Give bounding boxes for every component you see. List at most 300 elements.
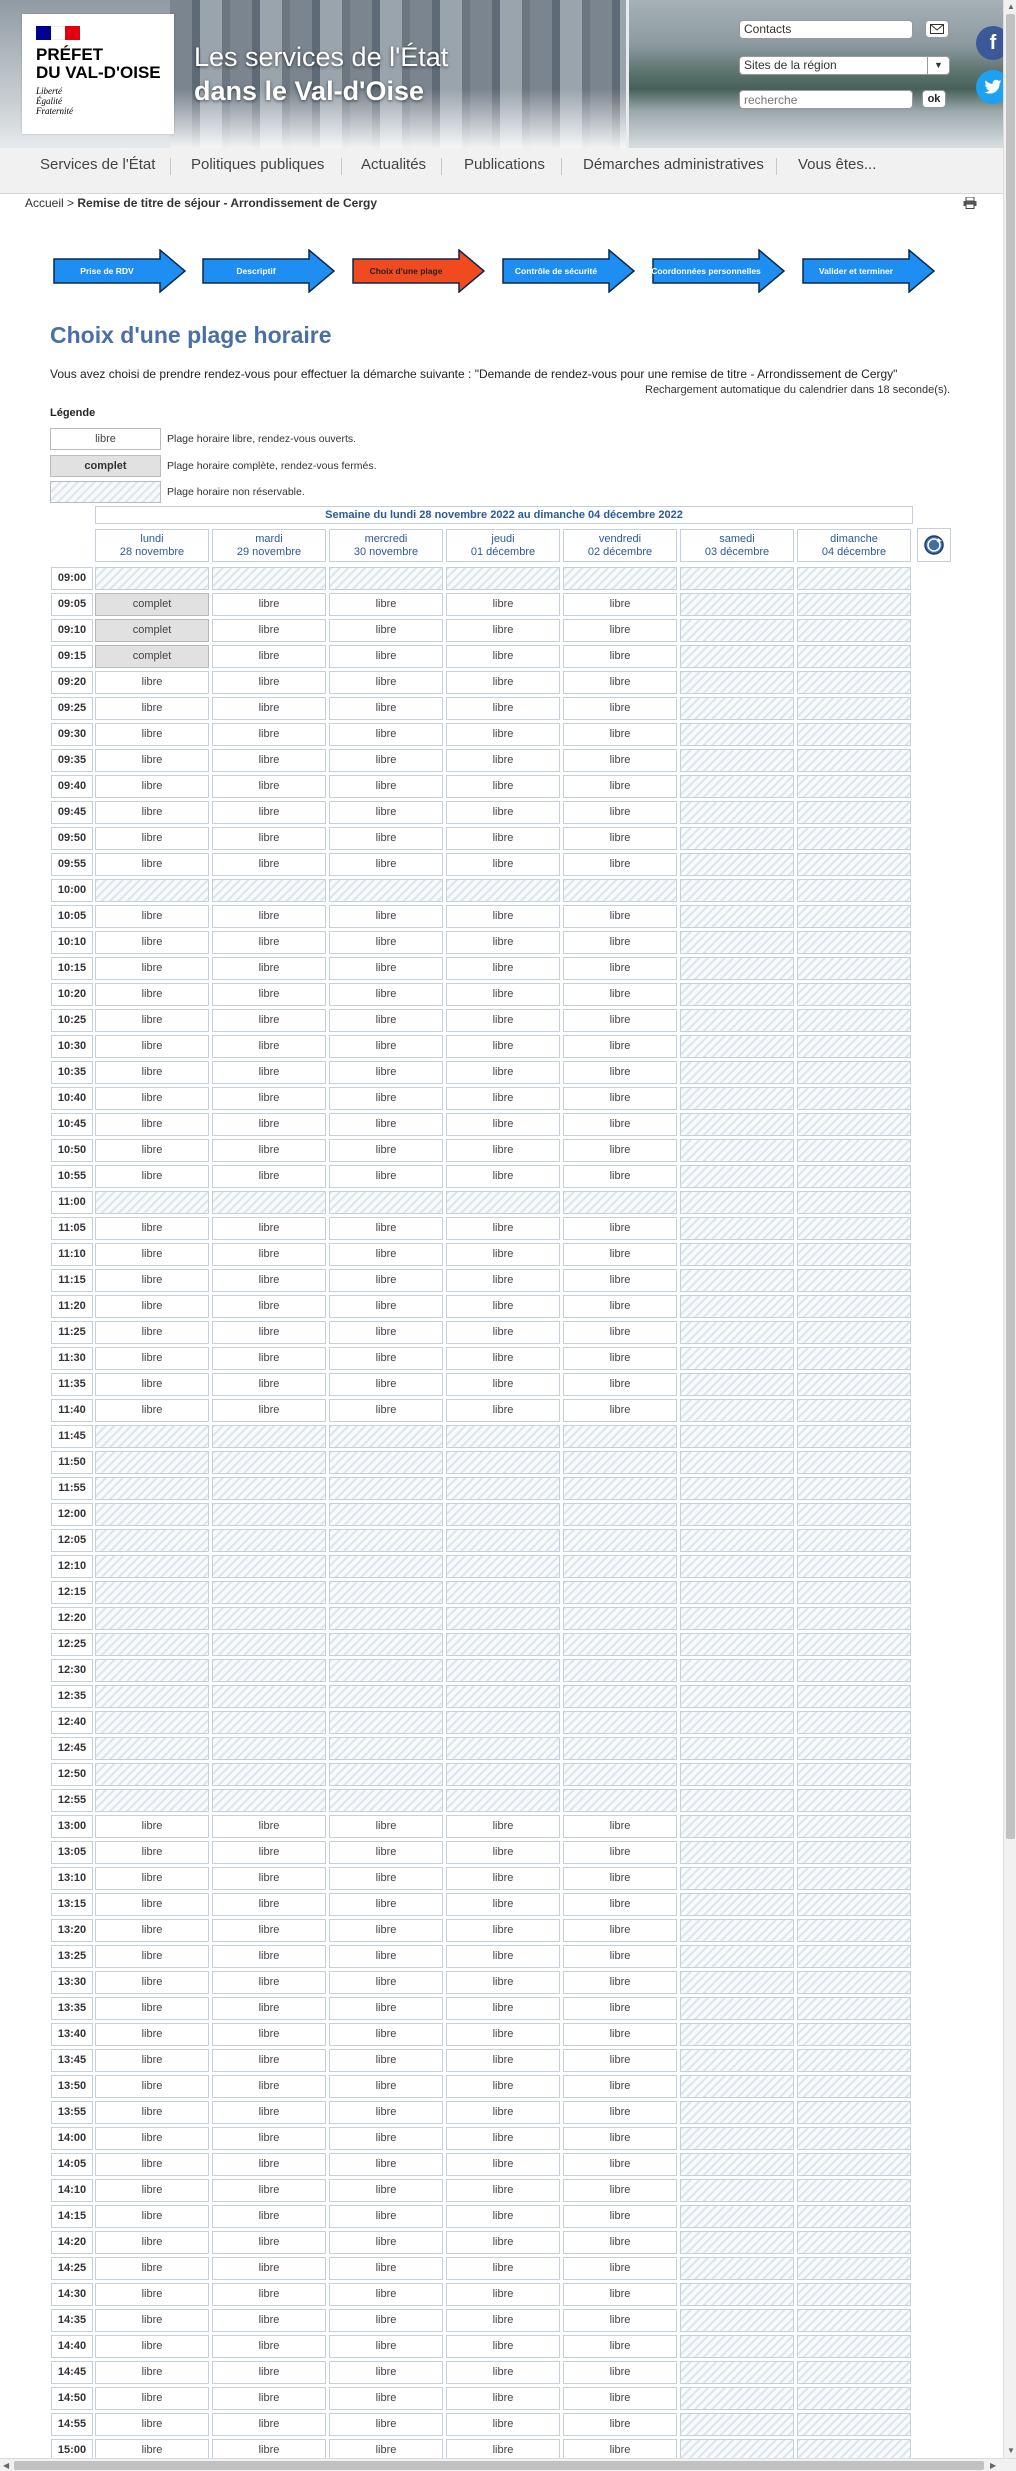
slot-libre[interactable]: libre	[95, 2101, 209, 2124]
slot-libre[interactable]: libre	[212, 983, 326, 1006]
slot-libre[interactable]: libre	[329, 749, 443, 772]
slot-libre[interactable]: libre	[95, 1243, 209, 1266]
slot-libre[interactable]: libre	[212, 1165, 326, 1188]
slot-libre[interactable]: libre	[95, 1399, 209, 1422]
slot-libre[interactable]: libre	[212, 1841, 326, 1864]
slot-libre[interactable]: libre	[446, 853, 560, 876]
slot-libre[interactable]: libre	[95, 775, 209, 798]
slot-libre[interactable]: libre	[95, 931, 209, 954]
site-title[interactable]	[194, 40, 448, 108]
slot-libre[interactable]: libre	[95, 801, 209, 824]
vertical-scrollbar[interactable]	[1003, 0, 1016, 2458]
slot-libre[interactable]: libre	[329, 2283, 443, 2306]
slot-libre[interactable]: libre	[446, 1399, 560, 1422]
slot-libre[interactable]: libre	[329, 1867, 443, 1890]
slot-libre[interactable]: libre	[563, 2413, 677, 2436]
slot-libre[interactable]: libre	[329, 723, 443, 746]
slot-libre[interactable]: libre	[446, 2101, 560, 2124]
slot-libre[interactable]: libre	[563, 1113, 677, 1136]
slot-libre[interactable]: libre	[329, 1893, 443, 1916]
slot-libre[interactable]: libre	[329, 905, 443, 928]
slot-libre[interactable]: libre	[563, 2439, 677, 2462]
slot-libre[interactable]: libre	[212, 1971, 326, 1994]
slot-libre[interactable]: libre	[446, 1295, 560, 1318]
slot-libre[interactable]: libre	[329, 1945, 443, 1968]
slot-libre[interactable]: libre	[446, 1919, 560, 1942]
slot-libre[interactable]: libre	[95, 1295, 209, 1318]
slot-libre[interactable]: libre	[446, 2413, 560, 2436]
slot-libre[interactable]: libre	[563, 931, 677, 954]
slot-libre[interactable]: libre	[446, 1217, 560, 1240]
slot-libre[interactable]: libre	[212, 2361, 326, 2384]
slot-libre[interactable]: libre	[95, 749, 209, 772]
slot-libre[interactable]: libre	[212, 1009, 326, 1032]
slot-libre[interactable]: libre	[563, 801, 677, 824]
slot-libre[interactable]: libre	[329, 2361, 443, 2384]
twitter-icon[interactable]	[976, 70, 1003, 104]
slot-libre[interactable]: libre	[446, 671, 560, 694]
step-6[interactable]	[801, 249, 936, 293]
slot-libre[interactable]: libre	[95, 2153, 209, 2176]
slot-libre[interactable]: libre	[329, 2439, 443, 2462]
slot-libre[interactable]: libre	[212, 853, 326, 876]
slot-libre[interactable]: libre	[563, 2179, 677, 2202]
slot-libre[interactable]: libre	[95, 2413, 209, 2436]
slot-libre[interactable]: libre	[329, 2335, 443, 2358]
slot-libre[interactable]: libre	[446, 2075, 560, 2098]
slot-libre[interactable]: libre	[563, 1971, 677, 1994]
slot-libre[interactable]: libre	[329, 1087, 443, 1110]
slot-libre[interactable]: libre	[212, 723, 326, 746]
slot-libre[interactable]: libre	[95, 1997, 209, 2020]
slot-libre[interactable]: libre	[329, 2101, 443, 2124]
slot-libre[interactable]: libre	[212, 671, 326, 694]
slot-libre[interactable]: libre	[329, 1243, 443, 1266]
slot-libre[interactable]: libre	[563, 2335, 677, 2358]
slot-libre[interactable]: libre	[212, 1035, 326, 1058]
slot-libre[interactable]: libre	[446, 1867, 560, 1890]
slot-libre[interactable]: libre	[563, 2387, 677, 2410]
slot-libre[interactable]: libre	[95, 1035, 209, 1058]
slot-libre[interactable]: libre	[95, 1321, 209, 1344]
slot-libre[interactable]: libre	[446, 931, 560, 954]
slot-libre[interactable]: libre	[563, 1243, 677, 1266]
slot-libre[interactable]: libre	[563, 1321, 677, 1344]
slot-libre[interactable]: libre	[329, 671, 443, 694]
slot-libre[interactable]: libre	[329, 697, 443, 720]
slot-libre[interactable]: libre	[212, 1087, 326, 1110]
slot-libre[interactable]: libre	[329, 619, 443, 642]
slot-libre[interactable]: libre	[329, 1035, 443, 1058]
nav-item-publications[interactable]: Publications	[464, 156, 545, 173]
nav-item-vous-etes[interactable]: Vous êtes...	[798, 156, 877, 173]
slot-libre[interactable]: libre	[212, 1061, 326, 1084]
slot-libre[interactable]: libre	[212, 2205, 326, 2228]
slot-libre[interactable]: libre	[329, 2257, 443, 2280]
slot-libre[interactable]: libre	[212, 1945, 326, 1968]
slot-libre[interactable]: libre	[563, 1217, 677, 1240]
slot-libre[interactable]: libre	[446, 2153, 560, 2176]
slot-libre[interactable]: libre	[329, 931, 443, 954]
slot-libre[interactable]: libre	[446, 723, 560, 746]
slot-libre[interactable]: libre	[212, 775, 326, 798]
slot-libre[interactable]: libre	[446, 2257, 560, 2280]
slot-libre[interactable]: libre	[563, 1893, 677, 1916]
slot-libre[interactable]: libre	[446, 2439, 560, 2462]
horizontal-scrollbar[interactable]	[0, 2458, 1016, 2471]
refresh-icon[interactable]	[917, 528, 951, 562]
slot-libre[interactable]: libre	[563, 2075, 677, 2098]
scroll-up-icon[interactable]: ▲	[1007, 2, 1015, 11]
slot-libre[interactable]: libre	[329, 2205, 443, 2228]
slot-libre[interactable]: libre	[212, 619, 326, 642]
slot-libre[interactable]: libre	[563, 1347, 677, 1370]
slot-libre[interactable]: libre	[95, 2023, 209, 2046]
breadcrumb-home[interactable]: Accueil	[25, 196, 64, 210]
step-1[interactable]	[52, 249, 187, 293]
nav-item-services-etat[interactable]: Services de l'État	[40, 156, 156, 173]
slot-libre[interactable]: libre	[446, 801, 560, 824]
step-4[interactable]	[501, 249, 636, 293]
slot-libre[interactable]: libre	[563, 2309, 677, 2332]
slot-libre[interactable]: libre	[329, 1269, 443, 1292]
slot-libre[interactable]: libre	[446, 1269, 560, 1292]
slot-libre[interactable]: libre	[563, 2205, 677, 2228]
slot-libre[interactable]: libre	[212, 697, 326, 720]
prefet-logo[interactable]	[22, 14, 174, 134]
nav-item-demarches[interactable]: Démarches administratives	[583, 156, 764, 173]
slot-libre[interactable]: libre	[446, 2231, 560, 2254]
slot-libre[interactable]: libre	[563, 2049, 677, 2072]
slot-libre[interactable]: libre	[95, 2231, 209, 2254]
slot-libre[interactable]: libre	[95, 1087, 209, 1110]
slot-libre[interactable]: libre	[212, 593, 326, 616]
slot-libre[interactable]: libre	[212, 1113, 326, 1136]
slot-libre[interactable]: libre	[563, 2127, 677, 2150]
slot-libre[interactable]: libre	[329, 2153, 443, 2176]
slot-libre[interactable]: libre	[212, 2257, 326, 2280]
slot-libre[interactable]: libre	[563, 1087, 677, 1110]
slot-libre[interactable]: libre	[446, 983, 560, 1006]
slot-libre[interactable]: libre	[329, 1971, 443, 1994]
slot-libre[interactable]: libre	[212, 1815, 326, 1838]
slot-libre[interactable]: libre	[212, 2153, 326, 2176]
slot-libre[interactable]: libre	[212, 931, 326, 954]
slot-libre[interactable]: libre	[212, 2309, 326, 2332]
slot-libre[interactable]: libre	[212, 1217, 326, 1240]
slot-libre[interactable]: libre	[446, 1009, 560, 1032]
slot-libre[interactable]: libre	[446, 2179, 560, 2202]
step-2[interactable]	[201, 249, 336, 293]
slot-libre[interactable]: libre	[95, 2335, 209, 2358]
slot-libre[interactable]: libre	[563, 723, 677, 746]
slot-libre[interactable]: libre	[329, 1139, 443, 1162]
slot-libre[interactable]: libre	[212, 1269, 326, 1292]
slot-libre[interactable]: libre	[446, 1971, 560, 1994]
slot-libre[interactable]: libre	[95, 2127, 209, 2150]
slot-libre[interactable]: libre	[95, 957, 209, 980]
slot-libre[interactable]: libre	[95, 2257, 209, 2280]
region-select[interactable]	[739, 56, 950, 75]
slot-libre[interactable]: libre	[212, 645, 326, 668]
slot-libre[interactable]: libre	[563, 2257, 677, 2280]
slot-libre[interactable]: libre	[95, 2361, 209, 2384]
slot-libre[interactable]: libre	[329, 2127, 443, 2150]
slot-libre[interactable]: libre	[563, 1061, 677, 1084]
slot-libre[interactable]: libre	[95, 2179, 209, 2202]
slot-libre[interactable]: libre	[563, 671, 677, 694]
slot-libre[interactable]: libre	[563, 1997, 677, 2020]
slot-libre[interactable]: libre	[212, 2439, 326, 2462]
slot-libre[interactable]: libre	[329, 2231, 443, 2254]
slot-libre[interactable]: libre	[329, 2075, 443, 2098]
slot-libre[interactable]: libre	[212, 2023, 326, 2046]
slot-libre[interactable]: libre	[563, 1165, 677, 1188]
search-button[interactable]: ok	[922, 90, 946, 108]
slot-libre[interactable]: libre	[212, 1997, 326, 2020]
slot-libre[interactable]: libre	[212, 2387, 326, 2410]
slot-libre[interactable]: libre	[212, 1347, 326, 1370]
slot-libre[interactable]: libre	[329, 1217, 443, 1240]
slot-libre[interactable]: libre	[563, 905, 677, 928]
slot-libre[interactable]: libre	[446, 2127, 560, 2150]
slot-libre[interactable]: libre	[563, 1009, 677, 1032]
scroll-right-icon[interactable]: ▶	[990, 2461, 997, 2470]
slot-libre[interactable]: libre	[446, 2205, 560, 2228]
slot-libre[interactable]: libre	[329, 1997, 443, 2020]
slot-libre[interactable]: libre	[563, 2101, 677, 2124]
slot-libre[interactable]: libre	[563, 1035, 677, 1058]
slot-libre[interactable]: libre	[563, 1139, 677, 1162]
slot-libre[interactable]: libre	[446, 1061, 560, 1084]
step-5[interactable]	[651, 249, 786, 293]
slot-libre[interactable]: libre	[95, 2309, 209, 2332]
contacts-link[interactable]: Contacts	[739, 20, 913, 39]
slot-libre[interactable]: libre	[563, 2023, 677, 2046]
slot-libre[interactable]: libre	[95, 2075, 209, 2098]
slot-libre[interactable]: libre	[563, 2283, 677, 2306]
slot-libre[interactable]: libre	[563, 957, 677, 980]
slot-libre[interactable]: libre	[446, 2387, 560, 2410]
slot-libre[interactable]: libre	[446, 957, 560, 980]
slot-libre[interactable]: libre	[329, 593, 443, 616]
slot-libre[interactable]: libre	[212, 1139, 326, 1162]
slot-libre[interactable]: libre	[563, 1945, 677, 1968]
slot-libre[interactable]: libre	[212, 2179, 326, 2202]
slot-libre[interactable]: libre	[329, 1399, 443, 1422]
slot-libre[interactable]: libre	[329, 1815, 443, 1838]
slot-libre[interactable]: libre	[329, 853, 443, 876]
step-3[interactable]	[351, 249, 486, 293]
slot-libre[interactable]: libre	[95, 2049, 209, 2072]
slot-libre[interactable]: libre	[563, 619, 677, 642]
slot-libre[interactable]: libre	[329, 1295, 443, 1318]
slot-libre[interactable]: libre	[95, 1971, 209, 1994]
slot-libre[interactable]: libre	[95, 1919, 209, 1942]
print-icon[interactable]	[963, 197, 977, 209]
slot-libre[interactable]: libre	[563, 1399, 677, 1422]
slot-libre[interactable]: libre	[446, 2335, 560, 2358]
slot-libre[interactable]: libre	[446, 2361, 560, 2384]
slot-libre[interactable]: libre	[329, 1841, 443, 1864]
scroll-left-icon[interactable]: ◀	[3, 2461, 10, 2470]
slot-libre[interactable]: libre	[95, 723, 209, 746]
slot-libre[interactable]: libre	[563, 1269, 677, 1292]
slot-libre[interactable]: libre	[329, 2413, 443, 2436]
slot-libre[interactable]: libre	[446, 645, 560, 668]
slot-libre[interactable]: libre	[446, 1087, 560, 1110]
slot-libre[interactable]: libre	[563, 2231, 677, 2254]
slot-libre[interactable]: libre	[95, 827, 209, 850]
slot-libre[interactable]: libre	[446, 827, 560, 850]
slot-libre[interactable]: libre	[95, 697, 209, 720]
slot-libre[interactable]: libre	[329, 957, 443, 980]
slot-libre[interactable]: libre	[563, 1295, 677, 1318]
slot-libre[interactable]: libre	[563, 645, 677, 668]
slot-libre[interactable]: libre	[563, 827, 677, 850]
slot-libre[interactable]: libre	[95, 1165, 209, 1188]
slot-libre[interactable]: libre	[95, 1009, 209, 1032]
slot-libre[interactable]: libre	[95, 1373, 209, 1396]
slot-libre[interactable]: libre	[446, 1945, 560, 1968]
slot-libre[interactable]: libre	[95, 1061, 209, 1084]
slot-libre[interactable]: libre	[329, 1165, 443, 1188]
slot-libre[interactable]: libre	[95, 1945, 209, 1968]
slot-libre[interactable]: libre	[212, 1243, 326, 1266]
slot-libre[interactable]: libre	[212, 749, 326, 772]
slot-libre[interactable]: libre	[212, 2049, 326, 2072]
slot-libre[interactable]: libre	[329, 1009, 443, 1032]
slot-libre[interactable]: libre	[446, 1321, 560, 1344]
slot-libre[interactable]: libre	[329, 801, 443, 824]
slot-libre[interactable]: libre	[329, 2309, 443, 2332]
slot-libre[interactable]: libre	[212, 1919, 326, 1942]
slot-libre[interactable]: libre	[446, 1893, 560, 1916]
slot-libre[interactable]: libre	[446, 905, 560, 928]
nav-item-actualites[interactable]: Actualités	[361, 156, 427, 173]
slot-libre[interactable]: libre	[446, 1035, 560, 1058]
slot-libre[interactable]: libre	[212, 2127, 326, 2150]
slot-libre[interactable]: libre	[329, 1373, 443, 1396]
scroll-down-icon[interactable]: ▼	[1007, 2446, 1015, 2455]
slot-libre[interactable]: libre	[212, 2231, 326, 2254]
slot-libre[interactable]: libre	[329, 1347, 443, 1370]
slot-libre[interactable]: libre	[95, 1841, 209, 1864]
slot-libre[interactable]: libre	[563, 1841, 677, 1864]
slot-libre[interactable]: libre	[329, 1061, 443, 1084]
slot-libre[interactable]: libre	[95, 2439, 209, 2462]
slot-libre[interactable]: libre	[95, 983, 209, 1006]
slot-libre[interactable]: libre	[212, 2335, 326, 2358]
slot-libre[interactable]: libre	[95, 905, 209, 928]
slot-libre[interactable]: libre	[95, 1867, 209, 1890]
mail-icon[interactable]	[925, 20, 949, 38]
slot-libre[interactable]: libre	[446, 1243, 560, 1266]
slot-libre[interactable]: libre	[446, 2049, 560, 2072]
slot-libre[interactable]: libre	[95, 2205, 209, 2228]
slot-libre[interactable]: libre	[446, 1347, 560, 1370]
slot-libre[interactable]: libre	[446, 593, 560, 616]
horizontal-scroll-thumb[interactable]	[14, 2461, 984, 2470]
slot-libre[interactable]: libre	[95, 2283, 209, 2306]
slot-libre[interactable]: libre	[212, 1373, 326, 1396]
slot-libre[interactable]: libre	[446, 1139, 560, 1162]
slot-libre[interactable]: libre	[563, 1373, 677, 1396]
slot-libre[interactable]: libre	[329, 2179, 443, 2202]
vertical-scroll-thumb[interactable]	[1006, 14, 1015, 1839]
slot-libre[interactable]: libre	[446, 697, 560, 720]
slot-libre[interactable]: libre	[446, 1815, 560, 1838]
slot-libre[interactable]: libre	[95, 853, 209, 876]
slot-libre[interactable]: libre	[563, 593, 677, 616]
slot-libre[interactable]: libre	[212, 905, 326, 928]
slot-libre[interactable]: libre	[95, 1269, 209, 1292]
slot-libre[interactable]: libre	[563, 1919, 677, 1942]
slot-libre[interactable]: libre	[563, 749, 677, 772]
slot-libre[interactable]: libre	[329, 827, 443, 850]
slot-libre[interactable]: libre	[95, 1217, 209, 1240]
slot-libre[interactable]: libre	[212, 1867, 326, 1890]
slot-libre[interactable]: libre	[563, 775, 677, 798]
slot-libre[interactable]: libre	[329, 2387, 443, 2410]
slot-libre[interactable]: libre	[446, 1841, 560, 1864]
slot-libre[interactable]: libre	[563, 2153, 677, 2176]
slot-libre[interactable]: libre	[446, 619, 560, 642]
slot-libre[interactable]: libre	[563, 983, 677, 1006]
slot-libre[interactable]: libre	[95, 2387, 209, 2410]
slot-libre[interactable]: libre	[446, 1373, 560, 1396]
slot-libre[interactable]: libre	[446, 1997, 560, 2020]
slot-libre[interactable]: libre	[329, 1919, 443, 1942]
slot-libre[interactable]: libre	[212, 1399, 326, 1422]
slot-libre[interactable]: libre	[329, 2049, 443, 2072]
slot-libre[interactable]: libre	[212, 2283, 326, 2306]
slot-libre[interactable]: libre	[212, 827, 326, 850]
slot-libre[interactable]: libre	[212, 2101, 326, 2124]
slot-libre[interactable]: libre	[212, 1893, 326, 1916]
slot-libre[interactable]: libre	[329, 1113, 443, 1136]
slot-libre[interactable]: libre	[212, 2413, 326, 2436]
slot-libre[interactable]: libre	[446, 2023, 560, 2046]
slot-libre[interactable]: libre	[95, 1347, 209, 1370]
slot-libre[interactable]: libre	[329, 775, 443, 798]
slot-libre[interactable]: libre	[563, 2361, 677, 2384]
slot-libre[interactable]: libre	[95, 1139, 209, 1162]
slot-libre[interactable]: libre	[95, 1113, 209, 1136]
search-input[interactable]	[739, 90, 913, 109]
slot-libre[interactable]: libre	[95, 671, 209, 694]
facebook-icon[interactable]: f	[976, 26, 1003, 60]
slot-libre[interactable]: libre	[446, 2283, 560, 2306]
slot-libre[interactable]: libre	[563, 853, 677, 876]
slot-libre[interactable]: libre	[563, 1867, 677, 1890]
slot-libre[interactable]: libre	[212, 1321, 326, 1344]
slot-libre[interactable]: libre	[446, 1113, 560, 1136]
slot-libre[interactable]: libre	[329, 983, 443, 1006]
slot-libre[interactable]: libre	[212, 1295, 326, 1318]
slot-libre[interactable]: libre	[212, 957, 326, 980]
nav-item-politiques-publiques[interactable]: Politiques publiques	[191, 156, 325, 173]
slot-libre[interactable]: libre	[95, 1893, 209, 1916]
slot-libre[interactable]: libre	[563, 1815, 677, 1838]
slot-libre[interactable]: libre	[95, 1815, 209, 1838]
slot-libre[interactable]: libre	[212, 2075, 326, 2098]
slot-libre[interactable]: libre	[446, 1165, 560, 1188]
slot-libre[interactable]: libre	[446, 775, 560, 798]
slot-libre[interactable]: libre	[446, 2309, 560, 2332]
slot-libre[interactable]: libre	[329, 2023, 443, 2046]
slot-libre[interactable]: libre	[329, 645, 443, 668]
